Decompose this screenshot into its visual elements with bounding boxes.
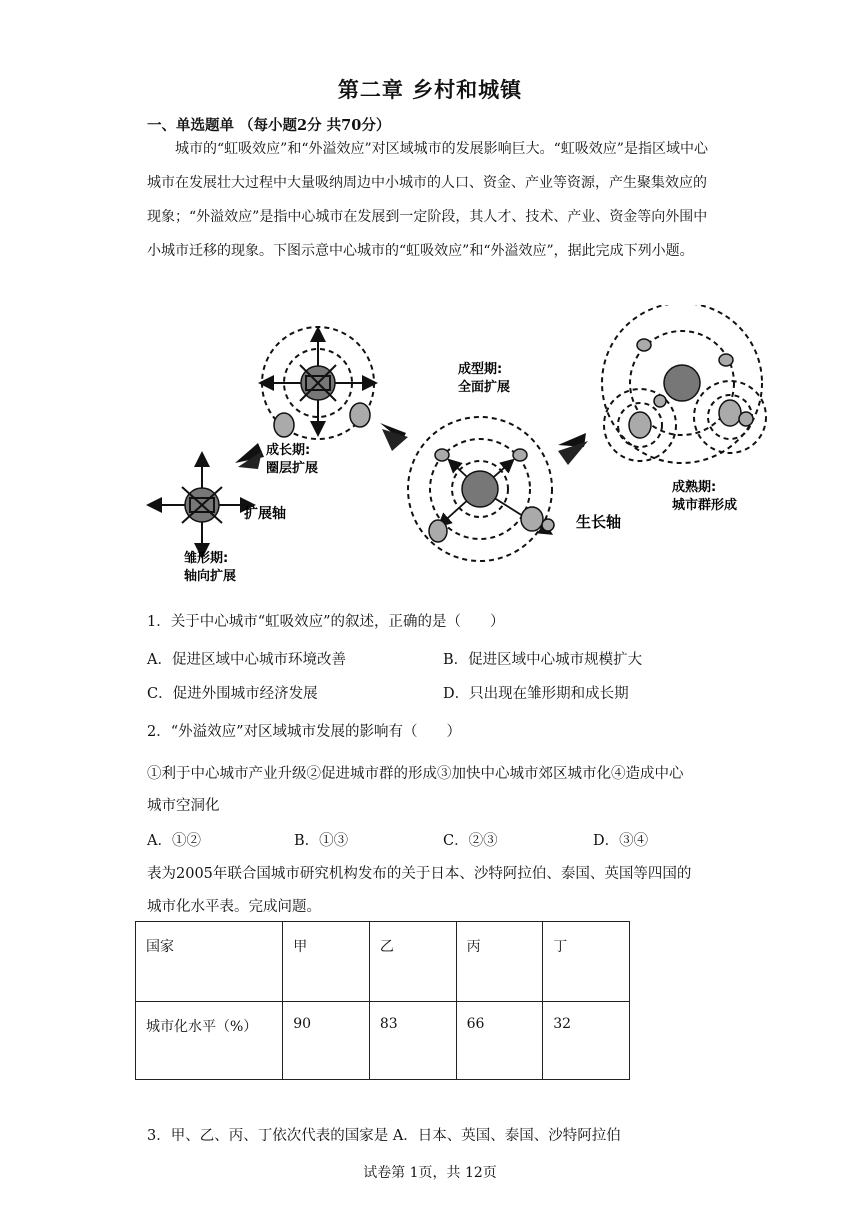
table-intro-line-1: 表为2005年联合国城市研究机构发布的关于日本、沙特阿拉伯、泰国、英国等四国的 xyxy=(147,866,692,882)
question-2-statements-line-1: ①利于中心城市产业升级②促进城市群的形成③加快中心城市郊区城市化④造成中心 xyxy=(147,766,684,782)
question-1-option-c: C．促进外围城市经济发展 xyxy=(147,686,318,702)
stage1-diagram xyxy=(150,455,252,555)
stage2-label-2: 圈层扩展 xyxy=(266,461,319,476)
table-cell: 66 xyxy=(456,1002,543,1080)
stage2-label-1: 成长期: xyxy=(266,443,311,458)
table-cell: 32 xyxy=(543,1002,630,1080)
table-cell: 甲 xyxy=(283,922,370,1002)
stage3-diagram xyxy=(408,417,554,561)
stage2-diagram xyxy=(262,327,374,439)
stage4-diagram xyxy=(602,305,766,463)
table-cell: 90 xyxy=(283,1002,370,1080)
page-footer: 试卷第 1页，共 12页 xyxy=(363,1165,497,1181)
table-intro-line-2: 城市化水平表。完成问题。 xyxy=(147,899,321,915)
stage4-label-2: 城市群形成 xyxy=(672,498,738,513)
question-2-stem: 2．“外溢效应”对区域城市发展的影响有（ ） xyxy=(147,724,462,740)
table-cell: 乙 xyxy=(369,922,456,1002)
stage3-label-2: 全面扩展 xyxy=(458,380,511,395)
question-2-option-d: D．③④ xyxy=(593,833,649,849)
table-cell: 国家 xyxy=(136,922,283,1002)
page-title: 第二章 乡村和城镇 xyxy=(337,77,523,102)
stage3-label-1: 成型期: xyxy=(458,362,503,377)
stage4-label-1: 成熟期: xyxy=(672,480,717,495)
question-1-option-a: A．促进区域中心城市环境改善 xyxy=(147,652,346,668)
table-cell: 城市化水平（%） xyxy=(136,1002,283,1080)
question-2-statements-line-2: 城市空洞化 xyxy=(147,798,220,814)
table-row xyxy=(136,922,630,1002)
axis-label: 扩展轴 xyxy=(244,506,286,522)
question-2-option-c: C．②③ xyxy=(443,833,498,849)
growth-axis-label: 生长轴 xyxy=(576,513,622,531)
question-1-option-b: B．促进区域中心城市规模扩大 xyxy=(443,652,643,668)
table-cell: 丁 xyxy=(543,922,630,1002)
stage1-label-1: 雏形期: xyxy=(184,551,229,566)
stage1-label-2: 轴向扩展 xyxy=(184,569,237,584)
table-row xyxy=(136,1002,630,1080)
question-1-stem: 1．关于中心城市“虹吸效应”的叙述，正确的是（ ） xyxy=(147,614,505,630)
table-cell: 丙 xyxy=(456,922,543,1002)
urban-expansion-figure xyxy=(140,305,780,595)
section-heading: 一、单选题单 （每小题2分 共70分） xyxy=(147,117,391,134)
table-cell: 83 xyxy=(369,1002,456,1080)
question-2-option-a: A．①② xyxy=(147,833,201,849)
question-1-option-d: D．只出现在雏形期和成长期 xyxy=(443,686,629,702)
question-3-stem: 3．甲、乙、丙、丁依次代表的国家是 A．日本、英国、泰国、沙特阿拉伯 xyxy=(147,1128,621,1144)
urbanization-table xyxy=(135,921,630,1080)
question-2-option-b: B．①③ xyxy=(294,833,349,849)
intro-paragraph: 城市的“虹吸效应”和“外溢效应”对区域城市的发展影响巨大。“虹吸效应”是指区域中心城市在发展壮大过程中大量吸纳周边中小城市的人口、资金、产业等资源，产生聚集效应的现象；“外溢效应”是指中心城市在发展到一定阶段，其人才、技术、产业、资金等向外围中小城市迁移的现象。下图示意中心城市的“虹吸效应”和“外溢效应”，据此完成下列小题。 xyxy=(147,141,708,259)
